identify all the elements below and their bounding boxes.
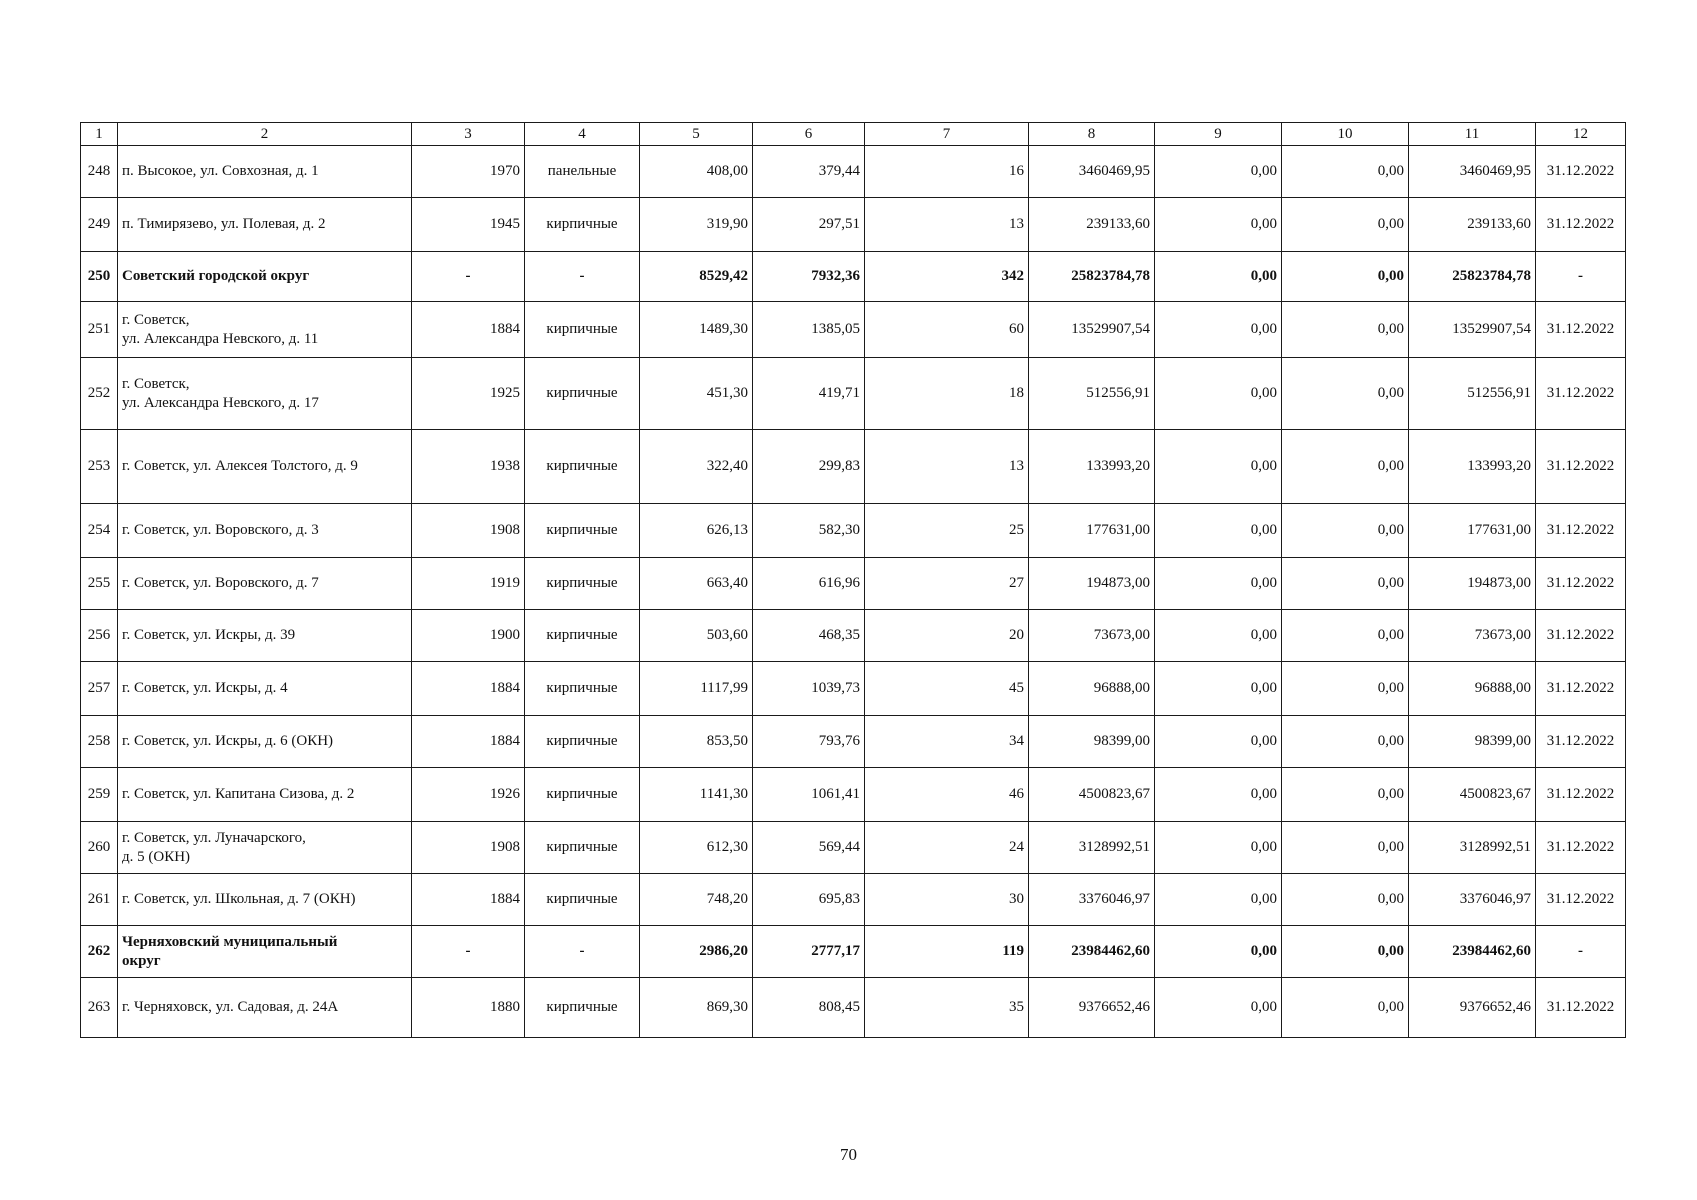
header-cell: 8 xyxy=(1029,123,1155,146)
residents-count-cell: 46 xyxy=(865,768,1029,822)
federal-funds-cell: 0,00 xyxy=(1155,504,1282,558)
local-funds-cell: 9376652,46 xyxy=(1409,978,1536,1038)
area-cell: 1117,99 xyxy=(640,662,753,716)
federal-funds-cell: 0,00 xyxy=(1155,978,1282,1038)
header-cell: 11 xyxy=(1409,123,1536,146)
table-row xyxy=(81,978,1626,1038)
year-cell: 1880 xyxy=(412,978,525,1038)
total-cost-cell: 23984462,60 xyxy=(1029,926,1155,978)
address-cell: г. Советск, ул. Искры, д. 6 (ОКН) xyxy=(118,716,412,768)
residents-count-cell: 119 xyxy=(865,926,1029,978)
residents-count-cell: 18 xyxy=(865,358,1029,430)
header-cell: 7 xyxy=(865,123,1029,146)
wall-material-cell: панельные xyxy=(525,146,640,198)
federal-funds-cell: 0,00 xyxy=(1155,252,1282,302)
wall-material-cell: - xyxy=(525,252,640,302)
table-row xyxy=(81,504,1626,558)
living-area-cell: 582,30 xyxy=(753,504,865,558)
row-number: 255 xyxy=(81,558,118,610)
table-row xyxy=(81,874,1626,926)
header-cell: 4 xyxy=(525,123,640,146)
wall-material-cell: кирпичные xyxy=(525,358,640,430)
residents-count-cell: 24 xyxy=(865,822,1029,874)
federal-funds-cell: 0,00 xyxy=(1155,768,1282,822)
table-row xyxy=(81,252,1626,302)
residents-count-cell: 30 xyxy=(865,874,1029,926)
address-cell: г. Советск, ул. Школьная, д. 7 (ОКН) xyxy=(118,874,412,926)
deadline-date-cell: 31.12.2022 xyxy=(1536,198,1626,252)
living-area-cell: 695,83 xyxy=(753,874,865,926)
area-cell: 503,60 xyxy=(640,610,753,662)
local-funds-cell: 3460469,95 xyxy=(1409,146,1536,198)
header-cell: 6 xyxy=(753,123,865,146)
local-funds-cell: 98399,00 xyxy=(1409,716,1536,768)
deadline-date-cell: 31.12.2022 xyxy=(1536,822,1626,874)
regional-funds-cell: 0,00 xyxy=(1282,358,1409,430)
regional-funds-cell: 0,00 xyxy=(1282,822,1409,874)
living-area-cell: 419,71 xyxy=(753,358,865,430)
wall-material-cell: кирпичные xyxy=(525,822,640,874)
local-funds-cell: 96888,00 xyxy=(1409,662,1536,716)
living-area-cell: 468,35 xyxy=(753,610,865,662)
residents-count-cell: 35 xyxy=(865,978,1029,1038)
local-funds-cell: 177631,00 xyxy=(1409,504,1536,558)
year-cell: 1908 xyxy=(412,822,525,874)
year-cell: 1945 xyxy=(412,198,525,252)
deadline-date-cell: 31.12.2022 xyxy=(1536,430,1626,504)
address-cell: Черняховский муниципальный округ xyxy=(118,926,412,978)
wall-material-cell: кирпичные xyxy=(525,768,640,822)
address-cell: г. Советск, ул. Луначарского, д. 5 (ОКН) xyxy=(118,822,412,874)
regional-funds-cell: 0,00 xyxy=(1282,252,1409,302)
table-row xyxy=(81,716,1626,768)
row-number: 251 xyxy=(81,302,118,358)
page-number: 70 xyxy=(840,1145,857,1164)
table-row xyxy=(81,662,1626,716)
living-area-cell: 379,44 xyxy=(753,146,865,198)
local-funds-cell: 239133,60 xyxy=(1409,198,1536,252)
deadline-date-cell: 31.12.2022 xyxy=(1536,558,1626,610)
residents-count-cell: 20 xyxy=(865,610,1029,662)
regional-funds-cell: 0,00 xyxy=(1282,768,1409,822)
residents-count-cell: 34 xyxy=(865,716,1029,768)
row-number: 263 xyxy=(81,978,118,1038)
area-cell: 408,00 xyxy=(640,146,753,198)
residents-count-cell: 60 xyxy=(865,302,1029,358)
regional-funds-cell: 0,00 xyxy=(1282,430,1409,504)
year-cell: 1884 xyxy=(412,716,525,768)
area-cell: 869,30 xyxy=(640,978,753,1038)
total-cost-cell: 73673,00 xyxy=(1029,610,1155,662)
area-cell: 451,30 xyxy=(640,358,753,430)
row-number: 258 xyxy=(81,716,118,768)
regional-funds-cell: 0,00 xyxy=(1282,610,1409,662)
living-area-cell: 808,45 xyxy=(753,978,865,1038)
header-cell: 3 xyxy=(412,123,525,146)
total-cost-cell: 13529907,54 xyxy=(1029,302,1155,358)
deadline-date-cell: 31.12.2022 xyxy=(1536,504,1626,558)
regional-funds-cell: 0,00 xyxy=(1282,146,1409,198)
regional-funds-cell: 0,00 xyxy=(1282,302,1409,358)
local-funds-cell: 3376046,97 xyxy=(1409,874,1536,926)
local-funds-cell: 194873,00 xyxy=(1409,558,1536,610)
row-number: 254 xyxy=(81,504,118,558)
wall-material-cell: - xyxy=(525,926,640,978)
living-area-cell: 2777,17 xyxy=(753,926,865,978)
regional-funds-cell: 0,00 xyxy=(1282,558,1409,610)
total-cost-cell: 3460469,95 xyxy=(1029,146,1155,198)
address-cell: п. Тимирязево, ул. Полевая, д. 2 xyxy=(118,198,412,252)
year-cell: - xyxy=(412,926,525,978)
row-number: 261 xyxy=(81,874,118,926)
living-area-cell: 569,44 xyxy=(753,822,865,874)
table-row xyxy=(81,610,1626,662)
total-cost-cell: 25823784,78 xyxy=(1029,252,1155,302)
table-row xyxy=(81,558,1626,610)
local-funds-cell: 512556,91 xyxy=(1409,358,1536,430)
deadline-date-cell: 31.12.2022 xyxy=(1536,716,1626,768)
year-cell: 1900 xyxy=(412,610,525,662)
total-cost-cell: 96888,00 xyxy=(1029,662,1155,716)
address-cell: г. Советск, ул. Александра Невского, д. 17 xyxy=(118,358,412,430)
header-cell: 5 xyxy=(640,123,753,146)
residents-count-cell: 25 xyxy=(865,504,1029,558)
deadline-date-cell: 31.12.2022 xyxy=(1536,978,1626,1038)
local-funds-cell: 13529907,54 xyxy=(1409,302,1536,358)
deadline-date-cell: 31.12.2022 xyxy=(1536,302,1626,358)
residents-count-cell: 342 xyxy=(865,252,1029,302)
table-row xyxy=(81,198,1626,252)
living-area-cell: 793,76 xyxy=(753,716,865,768)
header-cell: 10 xyxy=(1282,123,1409,146)
wall-material-cell: кирпичные xyxy=(525,198,640,252)
row-number: 248 xyxy=(81,146,118,198)
area-cell: 8529,42 xyxy=(640,252,753,302)
regional-funds-cell: 0,00 xyxy=(1282,198,1409,252)
address-cell: г. Советск, ул. Искры, д. 4 xyxy=(118,662,412,716)
total-cost-cell: 177631,00 xyxy=(1029,504,1155,558)
row-number: 256 xyxy=(81,610,118,662)
total-cost-cell: 3376046,97 xyxy=(1029,874,1155,926)
row-number: 253 xyxy=(81,430,118,504)
local-funds-cell: 3128992,51 xyxy=(1409,822,1536,874)
header-cell: 9 xyxy=(1155,123,1282,146)
residents-count-cell: 16 xyxy=(865,146,1029,198)
table-body xyxy=(81,146,1626,1038)
wall-material-cell: кирпичные xyxy=(525,978,640,1038)
deadline-date-cell: - xyxy=(1536,252,1626,302)
wall-material-cell: кирпичные xyxy=(525,504,640,558)
year-cell: 1970 xyxy=(412,146,525,198)
housing-register-table xyxy=(80,122,1626,1038)
living-area-cell: 297,51 xyxy=(753,198,865,252)
living-area-cell: 1385,05 xyxy=(753,302,865,358)
year-cell: 1884 xyxy=(412,302,525,358)
total-cost-cell: 9376652,46 xyxy=(1029,978,1155,1038)
deadline-date-cell: 31.12.2022 xyxy=(1536,358,1626,430)
local-funds-cell: 4500823,67 xyxy=(1409,768,1536,822)
address-cell: г. Советск, ул. Капитана Сизова, д. 2 xyxy=(118,768,412,822)
row-number: 250 xyxy=(81,252,118,302)
federal-funds-cell: 0,00 xyxy=(1155,558,1282,610)
wall-material-cell: кирпичные xyxy=(525,874,640,926)
address-cell: г. Черняховск, ул. Садовая, д. 24А xyxy=(118,978,412,1038)
header-row xyxy=(81,123,1626,146)
deadline-date-cell: - xyxy=(1536,926,1626,978)
table-row xyxy=(81,768,1626,822)
area-cell: 322,40 xyxy=(640,430,753,504)
federal-funds-cell: 0,00 xyxy=(1155,610,1282,662)
address-cell: г. Советск, ул. Искры, д. 39 xyxy=(118,610,412,662)
row-number: 260 xyxy=(81,822,118,874)
table-row xyxy=(81,146,1626,198)
federal-funds-cell: 0,00 xyxy=(1155,146,1282,198)
wall-material-cell: кирпичные xyxy=(525,610,640,662)
year-cell: - xyxy=(412,252,525,302)
deadline-date-cell: 31.12.2022 xyxy=(1536,662,1626,716)
area-cell: 319,90 xyxy=(640,198,753,252)
federal-funds-cell: 0,00 xyxy=(1155,430,1282,504)
total-cost-cell: 4500823,67 xyxy=(1029,768,1155,822)
row-number: 257 xyxy=(81,662,118,716)
deadline-date-cell: 31.12.2022 xyxy=(1536,146,1626,198)
federal-funds-cell: 0,00 xyxy=(1155,716,1282,768)
year-cell: 1938 xyxy=(412,430,525,504)
federal-funds-cell: 0,00 xyxy=(1155,198,1282,252)
header-cell: 1 xyxy=(81,123,118,146)
local-funds-cell: 73673,00 xyxy=(1409,610,1536,662)
total-cost-cell: 133993,20 xyxy=(1029,430,1155,504)
residents-count-cell: 13 xyxy=(865,430,1029,504)
deadline-date-cell: 31.12.2022 xyxy=(1536,610,1626,662)
year-cell: 1884 xyxy=(412,662,525,716)
total-cost-cell: 98399,00 xyxy=(1029,716,1155,768)
area-cell: 1489,30 xyxy=(640,302,753,358)
year-cell: 1919 xyxy=(412,558,525,610)
year-cell: 1908 xyxy=(412,504,525,558)
header-cell: 2 xyxy=(118,123,412,146)
residents-count-cell: 45 xyxy=(865,662,1029,716)
federal-funds-cell: 0,00 xyxy=(1155,874,1282,926)
area-cell: 1141,30 xyxy=(640,768,753,822)
federal-funds-cell: 0,00 xyxy=(1155,358,1282,430)
row-number: 259 xyxy=(81,768,118,822)
total-cost-cell: 239133,60 xyxy=(1029,198,1155,252)
local-funds-cell: 25823784,78 xyxy=(1409,252,1536,302)
area-cell: 612,30 xyxy=(640,822,753,874)
area-cell: 853,50 xyxy=(640,716,753,768)
table-row xyxy=(81,302,1626,358)
address-cell: г. Советск, ул. Александра Невского, д. 11 xyxy=(118,302,412,358)
living-area-cell: 299,83 xyxy=(753,430,865,504)
living-area-cell: 1061,41 xyxy=(753,768,865,822)
wall-material-cell: кирпичные xyxy=(525,558,640,610)
table-row xyxy=(81,822,1626,874)
regional-funds-cell: 0,00 xyxy=(1282,716,1409,768)
federal-funds-cell: 0,00 xyxy=(1155,822,1282,874)
table-row xyxy=(81,430,1626,504)
address-cell: г. Советск, ул. Воровского, д. 3 xyxy=(118,504,412,558)
address-cell: г. Советск, ул. Алексея Толстого, д. 9 xyxy=(118,430,412,504)
area-cell: 626,13 xyxy=(640,504,753,558)
deadline-date-cell: 31.12.2022 xyxy=(1536,874,1626,926)
residents-count-cell: 27 xyxy=(865,558,1029,610)
address-cell: п. Высокое, ул. Совхозная, д. 1 xyxy=(118,146,412,198)
federal-funds-cell: 0,00 xyxy=(1155,926,1282,978)
table-row xyxy=(81,926,1626,978)
federal-funds-cell: 0,00 xyxy=(1155,662,1282,716)
total-cost-cell: 3128992,51 xyxy=(1029,822,1155,874)
header-cell: 12 xyxy=(1536,123,1626,146)
table-row xyxy=(81,358,1626,430)
area-cell: 748,20 xyxy=(640,874,753,926)
regional-funds-cell: 0,00 xyxy=(1282,874,1409,926)
federal-funds-cell: 0,00 xyxy=(1155,302,1282,358)
total-cost-cell: 512556,91 xyxy=(1029,358,1155,430)
year-cell: 1925 xyxy=(412,358,525,430)
row-number: 262 xyxy=(81,926,118,978)
row-number: 252 xyxy=(81,358,118,430)
year-cell: 1926 xyxy=(412,768,525,822)
year-cell: 1884 xyxy=(412,874,525,926)
wall-material-cell: кирпичные xyxy=(525,662,640,716)
wall-material-cell: кирпичные xyxy=(525,302,640,358)
residents-count-cell: 13 xyxy=(865,198,1029,252)
area-cell: 663,40 xyxy=(640,558,753,610)
local-funds-cell: 133993,20 xyxy=(1409,430,1536,504)
deadline-date-cell: 31.12.2022 xyxy=(1536,768,1626,822)
address-cell: г. Советск, ул. Воровского, д. 7 xyxy=(118,558,412,610)
regional-funds-cell: 0,00 xyxy=(1282,662,1409,716)
row-number: 249 xyxy=(81,198,118,252)
wall-material-cell: кирпичные xyxy=(525,716,640,768)
area-cell: 2986,20 xyxy=(640,926,753,978)
regional-funds-cell: 0,00 xyxy=(1282,978,1409,1038)
local-funds-cell: 23984462,60 xyxy=(1409,926,1536,978)
total-cost-cell: 194873,00 xyxy=(1029,558,1155,610)
regional-funds-cell: 0,00 xyxy=(1282,926,1409,978)
wall-material-cell: кирпичные xyxy=(525,430,640,504)
regional-funds-cell: 0,00 xyxy=(1282,504,1409,558)
living-area-cell: 1039,73 xyxy=(753,662,865,716)
living-area-cell: 7932,36 xyxy=(753,252,865,302)
address-cell: Советский городской округ xyxy=(118,252,412,302)
living-area-cell: 616,96 xyxy=(753,558,865,610)
